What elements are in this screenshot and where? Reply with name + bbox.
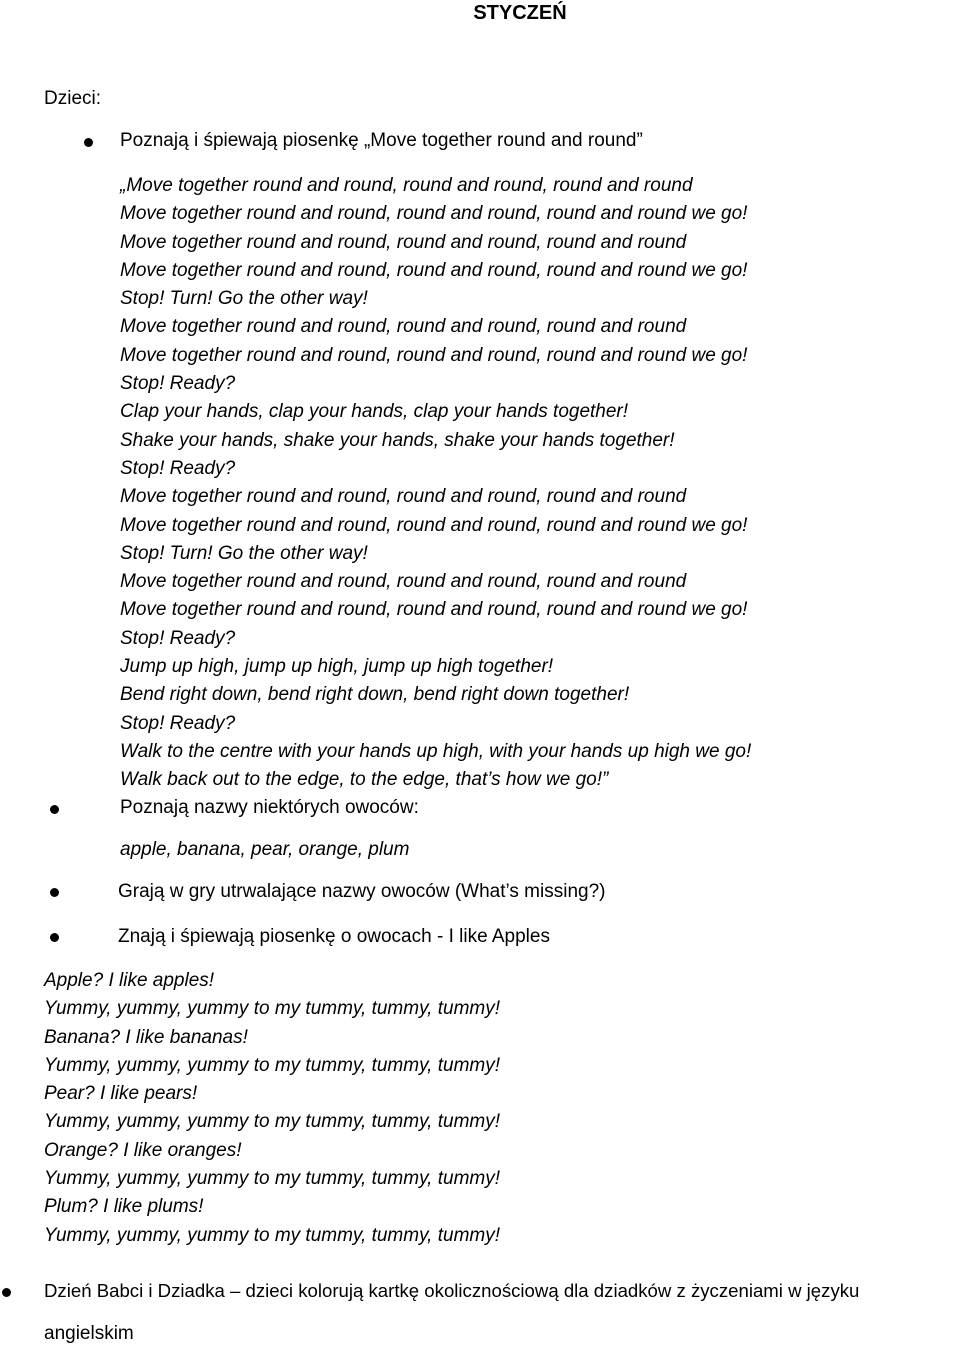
lyric-line: Move together round and round, round and round, round and round: [120, 571, 687, 593]
lyric-line: Stop! Turn! Go the other way!: [120, 542, 368, 564]
lyric-line: Move together round and round, round and round, round and round: [120, 231, 687, 253]
bullet-item-grandparents-day-cont: angielskim: [44, 1323, 134, 1344]
lyric-line: Orange? I like oranges!: [44, 1139, 242, 1161]
bullet-marker: [84, 138, 93, 147]
lyric-line: Stop! Ready?: [120, 627, 236, 649]
lyric-line: Yummy, yummy, yummy to my tummy, tummy, tummy!: [44, 1111, 501, 1133]
bullet-item-games: Grają w gry utrwalające nazwy owoców (What’s missing?): [118, 881, 606, 902]
lyric-line: Move together round and round, round and round, round and round we go!: [120, 514, 748, 536]
lyric-line: Yummy, yummy, yummy to my tummy, tummy, tummy!: [44, 1168, 501, 1190]
lyric-line: Jump up high, jump up high, jump up high together!: [120, 656, 554, 678]
lyric-line: Move together round and round, round and round, round and round: [120, 316, 687, 338]
lyric-line: Move together round and round, round and round, round and round we go!: [120, 203, 748, 225]
lyric-line: Yummy, yummy, yummy to my tummy, tummy, tummy!: [44, 998, 501, 1020]
lyric-line: Banana? I like bananas!: [44, 1026, 248, 1048]
song1-lyrics: [120, 172, 751, 795]
lyric-line: Move together round and round, round and round, round and round we go!: [120, 344, 748, 366]
lyric-line: Stop! Turn! Go the other way!: [120, 288, 368, 310]
lyric-line: Stop! Ready?: [120, 457, 236, 479]
fruit-list: apple, banana, pear, orange, plum: [120, 839, 410, 860]
lyric-line: Yummy, yummy, yummy to my tummy, tummy, tummy!: [44, 1054, 501, 1076]
lyric-line: Plum? I like plums!: [44, 1196, 204, 1218]
bullet-item-fruit-names: Poznają nazwy niektórych owoców:: [120, 797, 419, 818]
bullet-item-song1: Poznają i śpiewają piosenkę „Move together round and round”: [120, 130, 643, 151]
bullet-marker: [50, 805, 59, 814]
lyric-line: Stop! Ready?: [120, 712, 236, 734]
bullet-item-song2: Znają i śpiewają piosenkę o owocach - I like Apples: [118, 926, 550, 947]
bullet-marker: [50, 933, 59, 942]
lyric-line: Pear? I like pears!: [44, 1083, 198, 1105]
bullet-item-grandparents-day: Dzień Babci i Dziadka – dzieci kolorują kartkę okolicznościową dla dziadków z życzeniami w języku: [44, 1280, 860, 1301]
lyric-line: „Move together round and round, round and round, round and round: [120, 175, 693, 196]
lyric-line: Move together round and round, round and round, round and round we go!: [120, 599, 748, 621]
lyric-line: Stop! Ready?: [120, 373, 236, 395]
lyric-line: Clap your hands, clap your hands, clap your hands together!: [120, 401, 629, 423]
lyric-line: Yummy, yummy, yummy to my tummy, tummy, tummy!: [44, 1224, 501, 1246]
page-title: STYCZEŃ: [473, 2, 567, 24]
lyric-line: Move together round and round, round and round, round and round: [120, 486, 687, 508]
song2-lyrics: [44, 967, 500, 1250]
lyric-line: Move together round and round, round and round, round and round we go!: [120, 259, 748, 281]
lyric-line: Walk back out to the edge, to the edge, that’s how we go!”: [120, 769, 609, 791]
lyric-line: Apple? I like apples!: [44, 970, 215, 991]
lyric-line: Bend right down, bend right down, bend right down together!: [120, 684, 630, 706]
intro-label: Dzieci:: [44, 88, 102, 109]
lyric-line: Shake your hands, shake your hands, shake your hands together!: [120, 429, 675, 451]
bullet-marker: [2, 1288, 11, 1297]
bullet-marker: [50, 888, 59, 897]
lyric-line: Walk to the centre with your hands up high, with your hands up high we go!: [120, 740, 752, 762]
